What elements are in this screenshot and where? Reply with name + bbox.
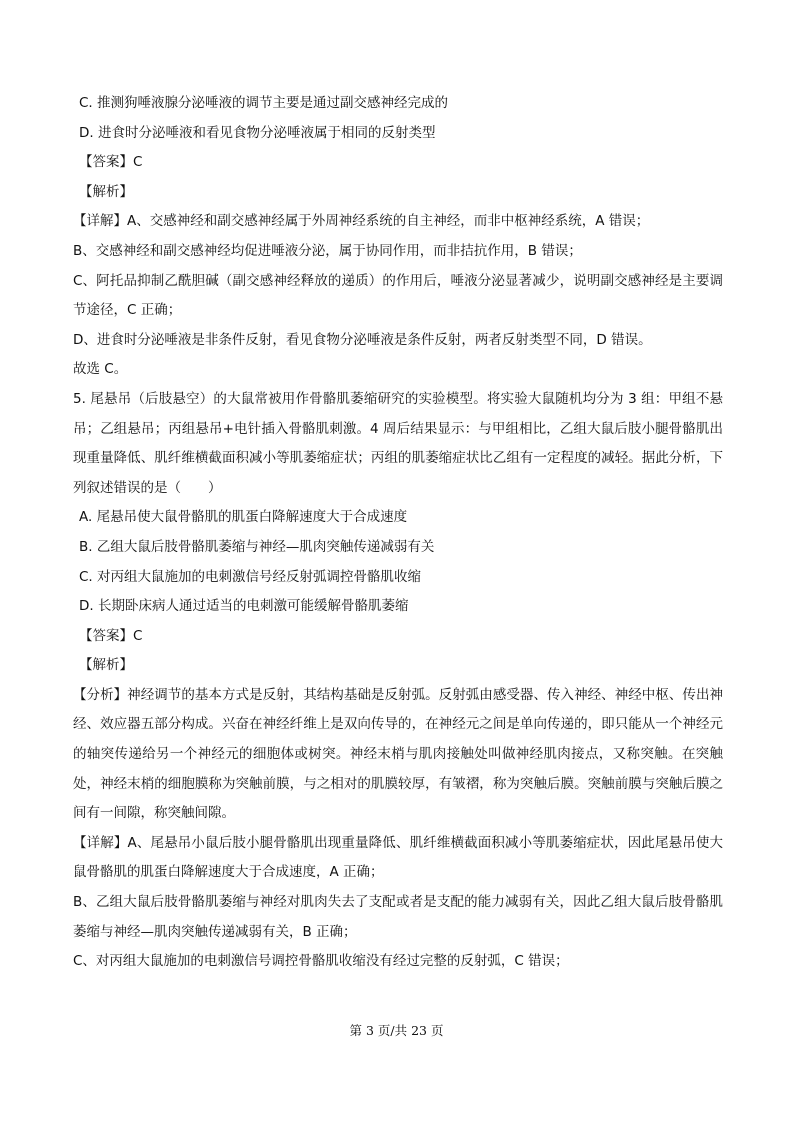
q4-detail-d: D、进食时分泌唾液是非条件反射，看见食物分泌唾液是条件反射，两者反射类型不同，D 错误。 — [73, 331, 652, 348]
page-content — [73, 89, 723, 977]
q5-option-d: D. 长期卧床病人通过适当的电刺激可能缓解骨骼肌萎缩 — [79, 598, 409, 615]
q5-option-a: A. 尾悬吊使大鼠骨骼肌的肌蛋白降解速度大于合成速度 — [79, 509, 408, 526]
q4-detail-c: C、阿托品抑制乙酰胆碱（副交感神经释放的递质）的作用后，唾液分泌显著减少，说明副交感神经是主要调节途径，C 正确； — [73, 272, 723, 319]
page-footer: 第 3 页/共 23 页 — [349, 1023, 444, 1038]
q5-analysis-label: 【解析】 — [79, 657, 133, 674]
q5-stem: 5. 尾悬吊（后肢悬空）的大鼠常被用作骨骼肌萎缩研究的实验模型。将实验大鼠随机均分为 3 组：甲组不悬吊；乙组悬吊；丙组悬吊+电针插入骨骼肌刺激。4 周后结果显示：与甲组相比，乙组大鼠后肢小腿骨骼肌出现重量降低、肌纤维横截面积减小等肌萎缩症状；丙组的肌萎缩症状比乙组有一定程度的减轻。据此分析，下列叙述错误的是（ ） — [73, 390, 723, 496]
q4-conclusion: 故选 C。 — [73, 361, 128, 378]
q5-detail-c: C、对丙组大鼠施加的电刺激信号调控骨骼肌收缩没有经过完整的反射弧，C 错误； — [73, 953, 569, 970]
q4-analysis-label: 【解析】 — [79, 183, 133, 200]
q5-option-c: C. 对丙组大鼠施加的电刺激信号经反射弧调控骨骼肌收缩 — [79, 568, 422, 585]
q4-option-c: C. 推测狗唾液腺分泌唾液的调节主要是通过副交感神经完成的 — [79, 95, 449, 111]
q5-detail-a: 【详解】A、尾悬吊小鼠后肢小腿骨骼肌出现重量降低、肌纤维横截面积减小等肌萎缩症状，因此尾悬吊使大鼠骨骼肌的肌蛋白降解速度大于合成速度，A 正确； — [73, 834, 723, 881]
q5-analysis: 【分析】神经调节的基本方式是反射，其结构基础是反射弧。反射弧由感受器、传入神经、神经中枢、传出神经、效应器五部分构成。兴奋在神经纤维上是双向传导的，在神经元之间是单向传递的，即只能从一个神经元的轴突传递给另一个神经元的细胞体或树突。神经末梢与肌肉接触处叫做神经肌肉接点，又称突触。在突触处，神经末梢的细胞膜称为突触前膜，与之相对的肌膜较厚，有皱褶，称为突触后膜。突触前膜与突触后膜之间有一间隙，称突触间隙。 — [73, 686, 723, 822]
q5-option-b: B. 乙组大鼠后肢骨骼肌萎缩与神经—肌肉突触传递减弱有关 — [79, 538, 435, 555]
q5-answer: 【答案】C — [79, 627, 143, 644]
q4-detail-a: 【详解】A、交感神经和副交感神经属于外周神经系统的自主神经，而非中枢神经系统，A 错误； — [73, 213, 650, 230]
q4-option-d: D. 进食时分泌唾液和看见食物分泌唾液属于相同的反射类型 — [79, 124, 436, 141]
q4-answer: 【答案】C — [79, 154, 143, 171]
q5-detail-b: B、乙组大鼠后肢骨骼肌萎缩与神经对肌肉失去了支配或者是支配的能力减弱有关，因此乙组大鼠后肢骨骼肌萎缩与神经—肌肉突触传递减弱有关，B 正确； — [73, 894, 723, 940]
q4-detail-b: B、交感神经和副交感神经均促进唾液分泌，属于协同作用，而非拮抗作用，B 错误； — [73, 242, 582, 259]
